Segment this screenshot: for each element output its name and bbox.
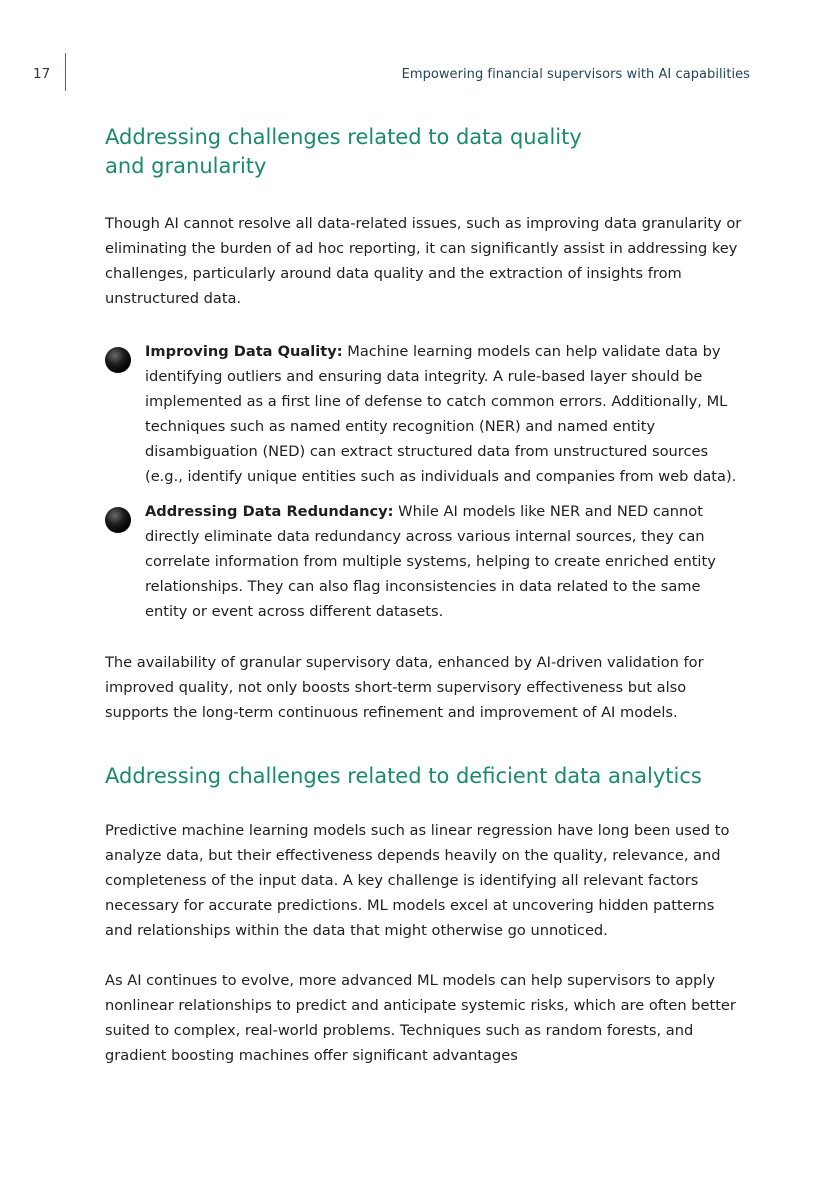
closing-paragraph: The availability of granular supervisory data, enhanced by AI-driven validation for improved quality, not only boosts short-term supervisory effectiveness but also supports the long-term continuous refinement and improvement of AI models. [105, 654, 704, 721]
intro-paragraph: Though AI cannot resolve all data-related issues, such as improving data granularity or eliminating the burden of ad hoc reporting, it can significantly assist in addressing key challenges, particularly around data quality and the extraction of insights from unstructured data. [105, 215, 742, 307]
section-heading-data-analytics: Addressing challenges related to deficient data analytics [105, 764, 702, 788]
bullet-dot-icon [105, 347, 131, 373]
bullet-list [105, 339, 745, 624]
running-title: Empowering financial supervisors with AI capabilities [401, 67, 750, 82]
bullet-text: Machine learning models can help validate data by identifying outliers and ensuring data integrity. A rule-based layer should be implemented as a first line of defense to catch common errors. Additionally, ML techniques such as named entity recognition (NER) and named entity disambiguation (NED) can extract structured data from unstructured sources (e.g., identify unique entities such as individuals and companies from web data). [145, 343, 737, 485]
bullet-text: While AI models like NER and NED cannot directly eliminate data redundancy across various internal sources, they can correlate information from multiple systems, helping to create enriched entity relationships. They can also flag inconsistencies in data related to the same entity or event across different datasets. [145, 503, 716, 620]
analytics-paragraph-2: As AI continues to evolve, more advanced ML models can help supervisors to apply nonlinear relationships to predict and anticipate systemic risks, which are often better suited to complex, real-world problems. Techniques such as random forests, and gradient boosting machines offer significant advantages [105, 972, 736, 1064]
page-number: 17 [33, 66, 51, 82]
heading-line-2: and granularity [105, 154, 267, 178]
bullet-item-data-redundancy [105, 499, 745, 624]
bullet-title: Improving Data Quality: [145, 343, 343, 360]
header-divider [65, 53, 66, 91]
page-content [105, 123, 745, 1068]
section-heading-data-quality [105, 123, 745, 181]
heading-line-1: Addressing challenges related to data quality [105, 125, 582, 149]
bullet-item-data-quality [105, 339, 745, 489]
bullet-title: Addressing Data Redundancy: [145, 503, 394, 520]
analytics-paragraph-1: Predictive machine learning models such as linear regression have long been used to analyze data, but their effectiveness depends heavily on the quality, relevance, and completeness of the input data. A key challenge is identifying all relevant factors necessary for accurate predictions. ML models excel at uncovering hidden patterns and relationships within the data that might otherwise go unnoticed. [105, 822, 730, 939]
bullet-dot-icon [105, 507, 131, 533]
